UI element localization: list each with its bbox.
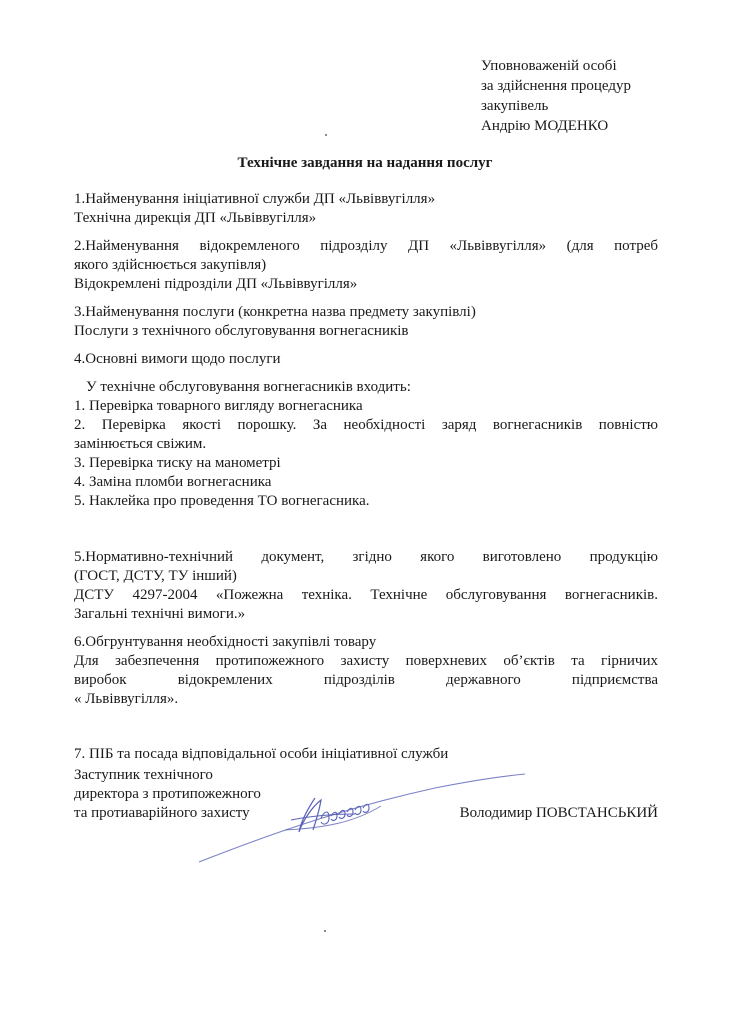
scan-speck <box>324 930 326 932</box>
section-6-value-line3: « Львіввугілля». <box>74 691 179 707</box>
addressee-line: закупівель <box>481 98 549 114</box>
section-2-heading-line1: 2.Найменування відокремленого підрозділу ДП «Львіввугілля» (для потреб <box>74 238 658 254</box>
addressee-line: Андрію МОДЕНКО <box>481 118 609 134</box>
section-7-heading: 7. ПІБ та посада відповідальної особи ініціативної служби <box>74 746 449 762</box>
section-5-heading-line2: (ГОСТ, ДСТУ, ТУ інший) <box>74 568 237 584</box>
requirement-item: 1. Перевірка товарного вигляду вогнегасника <box>74 398 363 414</box>
scan-speck <box>325 134 327 136</box>
requirement-item: 2. Перевірка якості порошку. За необхідності заряд вогнегасників повністю <box>74 417 658 433</box>
requirement-item: 3. Перевірка тиску на манометрі <box>74 455 281 471</box>
addressee-block <box>481 56 631 136</box>
section-4-intro: У технічне обслуговування вогнегасників входить: <box>86 379 411 395</box>
signatory-position-line: та протиаварійного захисту <box>74 805 250 821</box>
section-2-heading-line2: якого здійснюється закупівля) <box>74 257 267 273</box>
signatory-position-line: Заступник технічного <box>74 767 213 783</box>
section-5-value-line1: ДСТУ 4297-2004 «Пожежна техніка. Технічне обслуговування вогнегасників. <box>74 587 658 603</box>
requirement-item: замінюється свіжим. <box>74 436 207 452</box>
section-2 <box>74 237 658 294</box>
requirement-item: 4. Заміна пломби вогнегасника <box>74 474 272 490</box>
section-4-heading: 4.Основні вимоги щодо послуги <box>74 351 281 367</box>
spacer <box>74 718 658 745</box>
section-4 <box>74 350 658 511</box>
section-3-value: Послуги з технічного обслуговування вогнегасників <box>74 323 409 339</box>
section-6-heading: 6.Обгрунтування необхідності закупівлі товару <box>74 634 377 650</box>
section-7 <box>74 745 658 764</box>
section-1-value: Технічна дирекція ДП «Львіввугілля» <box>74 210 317 226</box>
section-3 <box>74 303 658 341</box>
addressee-line: за здійснення процедур <box>481 78 632 94</box>
signature-block <box>74 766 658 823</box>
section-5 <box>74 548 658 624</box>
section-1 <box>74 190 658 228</box>
document-title: Технічне завдання на надання послуг <box>237 155 493 171</box>
section-5-value-line2: Загальні технічні вимоги.» <box>74 606 246 622</box>
section-2-value: Відокремлені підрозділи ДП «Львіввугілля» <box>74 276 358 292</box>
section-6-value-line2: виробок відокремлених підрозділів державного підприємства <box>74 672 658 688</box>
spacer <box>74 520 658 548</box>
document-body <box>74 190 658 773</box>
section-3-heading: 3.Найменування послуги (конкретна назва предмету закупівлі) <box>74 304 476 320</box>
section-5-heading-line1: 5.Нормативно-технічний документ, згідно якого виготовлено продукцію <box>74 549 658 565</box>
requirement-item: 5. Наклейка про проведення ТО вогнегасника. <box>74 493 370 509</box>
section-6 <box>74 633 658 709</box>
signatory-name: Володимир ПОВСТАНСЬКИЙ <box>459 805 658 821</box>
addressee-line: Уповноваженій особі <box>481 58 617 74</box>
signatory-position-line: директора з протипожежного <box>74 786 261 802</box>
section-6-value-line1: Для забезпечення протипожежного захисту поверхневих об’єктів та гірничих <box>74 653 658 669</box>
section-1-heading: 1.Найменування ініціативної служби ДП «Львіввугілля» <box>74 191 436 207</box>
